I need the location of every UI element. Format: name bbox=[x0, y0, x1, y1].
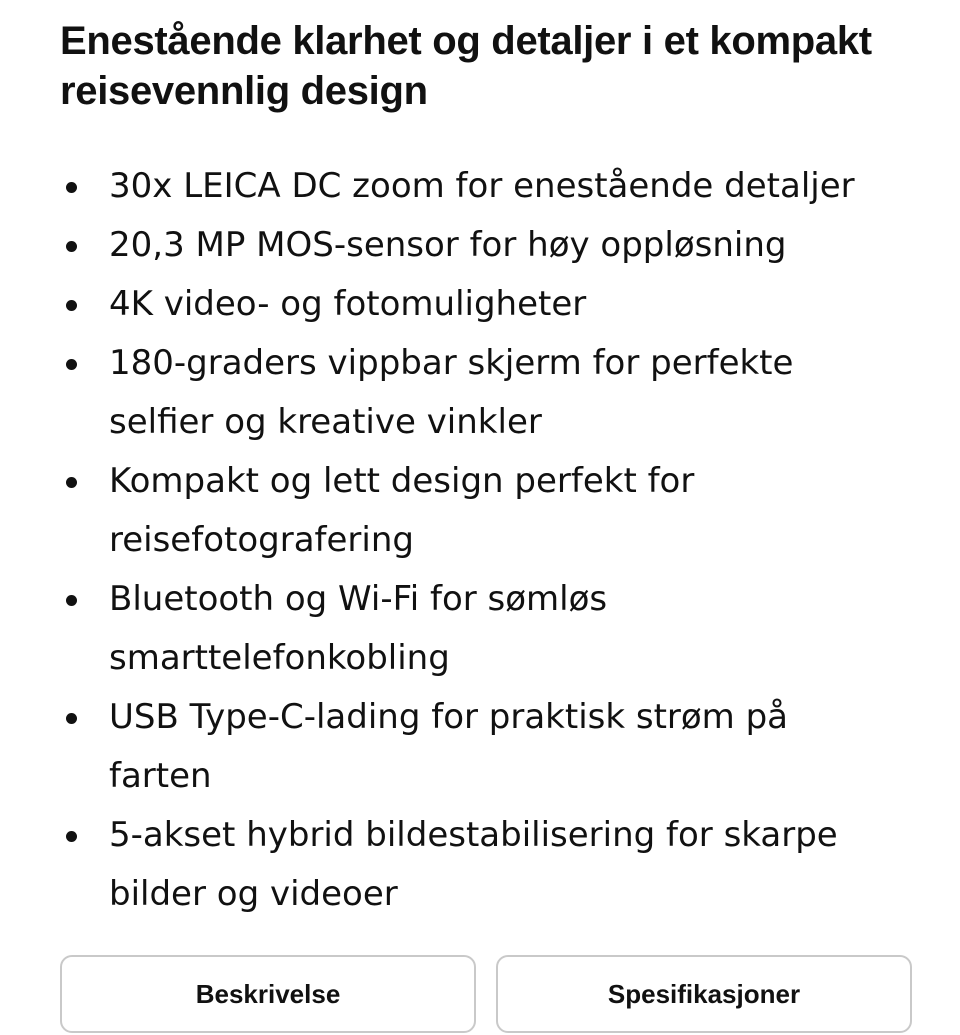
feature-item bbox=[60, 157, 900, 216]
feature-text: 180-graders vippbar skjerm for perfekte selfier og kreative vinkler bbox=[109, 343, 794, 442]
feature-item bbox=[60, 806, 900, 924]
product-headline: Enestående klarhet og detaljer i et kompakt reisevennlig design bbox=[60, 19, 872, 113]
feature-item bbox=[60, 275, 900, 334]
feature-text: 20,3 MP MOS-sensor for høy oppløsning bbox=[109, 225, 787, 265]
feature-text: Bluetooth og Wi-Fi for sømløs smarttelefonkobling bbox=[109, 579, 608, 678]
feature-item bbox=[60, 216, 900, 275]
bullet-icon bbox=[66, 182, 77, 193]
feature-item bbox=[60, 334, 900, 452]
tab-description[interactable]: Beskrivelse bbox=[60, 955, 476, 1033]
product-tabs bbox=[60, 955, 900, 1031]
feature-text: USB Type-C-lading for praktisk strøm på farten bbox=[109, 697, 789, 796]
bullet-icon bbox=[66, 831, 77, 842]
feature-item bbox=[60, 688, 900, 806]
feature-item bbox=[60, 570, 900, 688]
feature-text: 30x LEICA DC zoom for enestående detaljer bbox=[109, 166, 855, 206]
feature-item bbox=[60, 452, 900, 570]
bullet-icon bbox=[66, 477, 77, 488]
feature-list bbox=[60, 157, 900, 924]
bullet-icon bbox=[66, 713, 77, 724]
feature-text: Kompakt og lett design perfekt for reisefotografering bbox=[109, 461, 695, 560]
bullet-icon bbox=[66, 300, 77, 311]
feature-text: 5-akset hybrid bildestabilisering for skarpe bilder og videoer bbox=[109, 815, 838, 914]
bullet-icon bbox=[66, 359, 77, 370]
bullet-icon bbox=[66, 595, 77, 606]
feature-text: 4K video- og fotomuligheter bbox=[109, 284, 587, 324]
bullet-icon bbox=[66, 241, 77, 252]
tab-specifications[interactable]: Spesifikasjoner bbox=[496, 955, 912, 1033]
